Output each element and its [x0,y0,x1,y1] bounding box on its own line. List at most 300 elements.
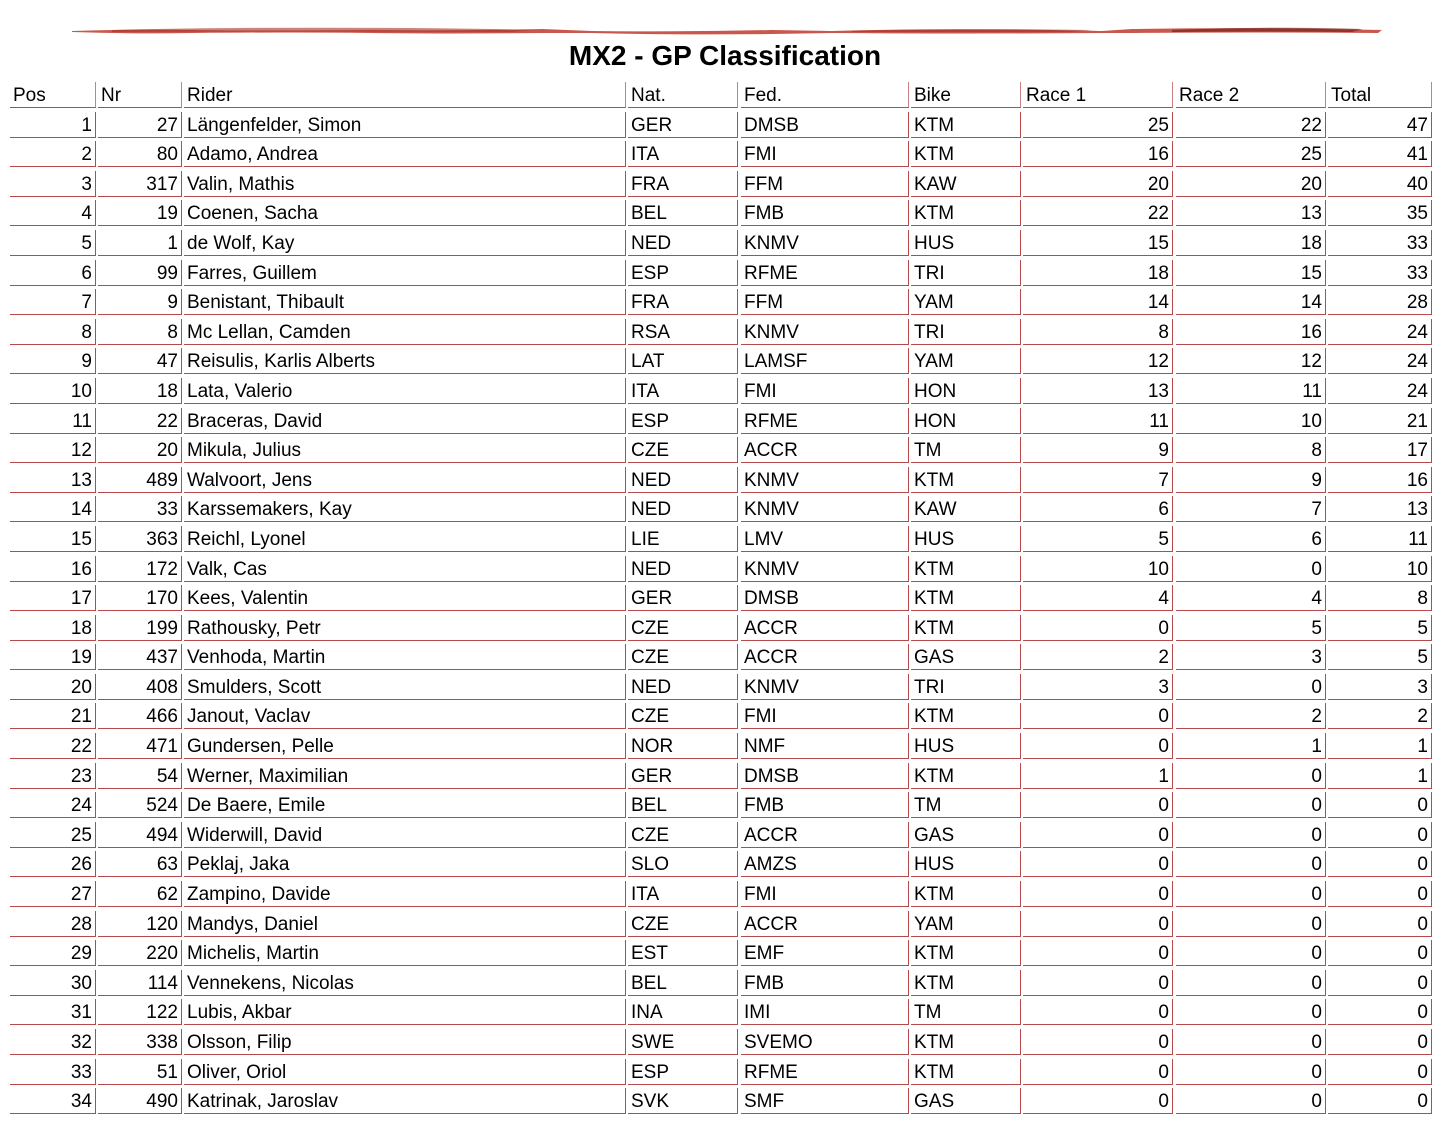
cell-bike: GAS [911,822,1021,848]
cell-bike: HUS [911,733,1021,759]
cell-fed: IMI [741,999,909,1025]
cell-total: 0 [1328,940,1432,966]
table-row [10,585,1432,615]
cell-nat: NED [628,467,738,493]
header-total: Total [1328,82,1432,108]
cell-nat: GER [628,763,738,789]
table-row [10,348,1432,378]
cell-pos: 1 [10,112,96,138]
cell-bike: HON [911,408,1021,434]
table-row [10,644,1432,674]
cell-bike: YAM [911,348,1021,374]
cell-total: 0 [1328,881,1432,907]
cell-nr: 114 [98,970,182,996]
cell-race-1: 0 [1023,792,1173,818]
cell-fed: RFME [741,260,909,286]
cell-pos: 31 [10,999,96,1025]
cell-pos: 25 [10,822,96,848]
cell-rider: Olsson, Filip [184,1029,626,1055]
cell-nat: ITA [628,378,738,404]
cell-rider: Reisulis, Karlis Alberts [184,348,626,374]
cell-race-1: 15 [1023,230,1173,256]
cell-race-2: 11 [1176,378,1326,404]
cell-rider: Adamo, Andrea [184,141,626,167]
cell-nat: LAT [628,348,738,374]
cell-pos: 4 [10,200,96,226]
cell-total: 24 [1328,319,1432,345]
cell-pos: 22 [10,733,96,759]
cell-nat: RSA [628,319,738,345]
cell-race-1: 0 [1023,822,1173,848]
cell-nr: 27 [98,112,182,138]
cell-total: 0 [1328,999,1432,1025]
cell-pos: 3 [10,171,96,197]
table-row [10,733,1432,763]
cell-total: 1 [1328,733,1432,759]
cell-fed: FFM [741,289,909,315]
cell-race-1: 1 [1023,763,1173,789]
cell-nat: SVK [628,1088,738,1114]
cell-bike: HON [911,378,1021,404]
cell-race-1: 11 [1023,408,1173,434]
cell-race-1: 25 [1023,112,1173,138]
cell-rider: Karssemakers, Kay [184,496,626,522]
header-nat: Nat. [628,82,738,108]
cell-race-2: 0 [1176,1059,1326,1085]
cell-nr: 170 [98,585,182,611]
cell-bike: KTM [911,970,1021,996]
cell-rider: Katrinak, Jaroslav [184,1088,626,1114]
cell-rider: Janout, Vaclav [184,703,626,729]
cell-pos: 12 [10,437,96,463]
cell-race-2: 13 [1176,200,1326,226]
cell-rider: Walvoort, Jens [184,467,626,493]
cell-nat: CZE [628,822,738,848]
cell-fed: FMI [741,141,909,167]
cell-nat: BEL [628,200,738,226]
cell-race-1: 0 [1023,851,1173,877]
cell-total: 35 [1328,200,1432,226]
table-row [10,230,1432,260]
cell-bike: KTM [911,1029,1021,1055]
table-row [10,1059,1432,1089]
cell-race-1: 22 [1023,200,1173,226]
cell-rider: Braceras, David [184,408,626,434]
cell-pos: 10 [10,378,96,404]
cell-race-2: 0 [1176,763,1326,789]
cell-fed: DMSB [741,585,909,611]
cell-nr: 51 [98,1059,182,1085]
cell-nat: EST [628,940,738,966]
cell-nr: 8 [98,319,182,345]
cell-pos: 28 [10,911,96,937]
cell-total: 24 [1328,378,1432,404]
cell-race-2: 0 [1176,1029,1326,1055]
cell-fed: KNMV [741,319,909,345]
cell-rider: Venhoda, Martin [184,644,626,670]
cell-fed: KNMV [741,496,909,522]
cell-nat: FRA [628,171,738,197]
cell-total: 21 [1328,408,1432,434]
cell-rider: Mikula, Julius [184,437,626,463]
cell-nr: 338 [98,1029,182,1055]
cell-nat: INA [628,999,738,1025]
cell-total: 24 [1328,348,1432,374]
brush-stroke-decoration [72,22,1384,38]
cell-race-1: 10 [1023,556,1173,582]
cell-race-2: 8 [1176,437,1326,463]
cell-nr: 1 [98,230,182,256]
cell-fed: SVEMO [741,1029,909,1055]
cell-pos: 27 [10,881,96,907]
cell-race-2: 4 [1176,585,1326,611]
cell-nr: 524 [98,792,182,818]
cell-nr: 62 [98,881,182,907]
cell-race-2: 20 [1176,171,1326,197]
cell-fed: ACCR [741,437,909,463]
cell-fed: KNMV [741,467,909,493]
cell-nr: 494 [98,822,182,848]
cell-nat: ESP [628,260,738,286]
table-row [10,851,1432,881]
table-row [10,260,1432,290]
cell-total: 17 [1328,437,1432,463]
cell-total: 0 [1328,911,1432,937]
cell-rider: Peklaj, Jaka [184,851,626,877]
cell-fed: AMZS [741,851,909,877]
table-row [10,171,1432,201]
cell-fed: KNMV [741,230,909,256]
table-header-row [10,82,1432,112]
classification-table [10,82,1432,1118]
cell-rider: Michelis, Martin [184,940,626,966]
cell-total: 13 [1328,496,1432,522]
table-row [10,289,1432,319]
cell-bike: KTM [911,141,1021,167]
table-row [10,437,1432,467]
cell-nat: NED [628,556,738,582]
cell-total: 0 [1328,970,1432,996]
cell-nr: 33 [98,496,182,522]
cell-bike: KTM [911,200,1021,226]
cell-pos: 7 [10,289,96,315]
cell-total: 10 [1328,556,1432,582]
cell-bike: YAM [911,911,1021,937]
cell-race-1: 5 [1023,526,1173,552]
cell-total: 0 [1328,1029,1432,1055]
table-row [10,378,1432,408]
table-row [10,556,1432,586]
cell-rider: Reichl, Lyonel [184,526,626,552]
cell-fed: LAMSF [741,348,909,374]
cell-bike: TM [911,437,1021,463]
cell-race-1: 0 [1023,615,1173,641]
cell-nat: LIE [628,526,738,552]
table-row [10,674,1432,704]
table-row [10,911,1432,941]
cell-bike: KTM [911,1059,1021,1085]
cell-bike: HUS [911,851,1021,877]
cell-bike: KTM [911,556,1021,582]
cell-bike: KTM [911,585,1021,611]
cell-nat: GER [628,585,738,611]
cell-fed: ACCR [741,822,909,848]
table-row [10,319,1432,349]
cell-nr: 19 [98,200,182,226]
cell-total: 3 [1328,674,1432,700]
cell-pos: 33 [10,1059,96,1085]
cell-rider: Widerwill, David [184,822,626,848]
cell-fed: LMV [741,526,909,552]
cell-pos: 19 [10,644,96,670]
cell-race-2: 14 [1176,289,1326,315]
cell-race-1: 0 [1023,970,1173,996]
table-row [10,792,1432,822]
table-row [10,496,1432,526]
cell-bike: GAS [911,644,1021,670]
cell-rider: Gundersen, Pelle [184,733,626,759]
cell-nr: 199 [98,615,182,641]
header-race-1: Race 1 [1023,82,1173,108]
cell-rider: De Baere, Emile [184,792,626,818]
cell-rider: Farres, Guillem [184,260,626,286]
cell-nat: CZE [628,703,738,729]
cell-nr: 466 [98,703,182,729]
cell-race-1: 13 [1023,378,1173,404]
cell-total: 16 [1328,467,1432,493]
header-pos: Pos [10,82,96,108]
cell-bike: HUS [911,230,1021,256]
cell-nat: SLO [628,851,738,877]
cell-total: 0 [1328,1059,1432,1085]
cell-race-2: 2 [1176,703,1326,729]
cell-pos: 15 [10,526,96,552]
cell-total: 41 [1328,141,1432,167]
cell-race-2: 3 [1176,644,1326,670]
cell-nr: 18 [98,378,182,404]
cell-nr: 47 [98,348,182,374]
cell-pos: 26 [10,851,96,877]
page-title: MX2 - GP Classification [568,40,882,71]
cell-rider: Smulders, Scott [184,674,626,700]
cell-race-1: 0 [1023,940,1173,966]
cell-race-2: 6 [1176,526,1326,552]
cell-race-1: 0 [1023,1059,1173,1085]
table-row [10,408,1432,438]
cell-race-2: 0 [1176,881,1326,907]
cell-pos: 2 [10,141,96,167]
cell-bike: KTM [911,112,1021,138]
header-fed: Fed. [741,82,909,108]
cell-nat: CZE [628,437,738,463]
cell-race-1: 0 [1023,1029,1173,1055]
cell-nr: 122 [98,999,182,1025]
cell-total: 33 [1328,260,1432,286]
cell-pos: 9 [10,348,96,374]
cell-race-2: 0 [1176,1088,1326,1114]
cell-race-2: 0 [1176,851,1326,877]
cell-nat: BEL [628,792,738,818]
table-row [10,940,1432,970]
cell-race-2: 0 [1176,674,1326,700]
table-row [10,1088,1432,1118]
cell-nat: NED [628,230,738,256]
cell-rider: Mc Lellan, Camden [184,319,626,345]
table-row [10,1029,1432,1059]
table-row [10,615,1432,645]
cell-nat: BEL [628,970,738,996]
cell-total: 33 [1328,230,1432,256]
cell-race-1: 18 [1023,260,1173,286]
cell-pos: 20 [10,674,96,700]
cell-rider: Längenfelder, Simon [184,112,626,138]
cell-pos: 30 [10,970,96,996]
cell-bike: KTM [911,467,1021,493]
cell-race-1: 4 [1023,585,1173,611]
cell-nat: ESP [628,1059,738,1085]
cell-nr: 20 [98,437,182,463]
cell-nr: 408 [98,674,182,700]
cell-race-1: 3 [1023,674,1173,700]
table-row [10,141,1432,171]
cell-pos: 29 [10,940,96,966]
cell-race-1: 7 [1023,467,1173,493]
cell-rider: Mandys, Daniel [184,911,626,937]
cell-total: 5 [1328,644,1432,670]
cell-nat: CZE [628,644,738,670]
cell-nat: CZE [628,615,738,641]
cell-total: 47 [1328,112,1432,138]
cell-nr: 22 [98,408,182,434]
cell-nr: 437 [98,644,182,670]
table-row [10,200,1432,230]
cell-rider: Vennekens, Nicolas [184,970,626,996]
cell-pos: 23 [10,763,96,789]
cell-nr: 317 [98,171,182,197]
cell-total: 40 [1328,171,1432,197]
cell-total: 0 [1328,851,1432,877]
cell-fed: FMB [741,792,909,818]
cell-race-2: 12 [1176,348,1326,374]
cell-bike: TM [911,792,1021,818]
cell-fed: FMB [741,970,909,996]
cell-nr: 220 [98,940,182,966]
cell-total: 0 [1328,1088,1432,1114]
cell-race-2: 0 [1176,999,1326,1025]
cell-bike: KTM [911,615,1021,641]
cell-pos: 13 [10,467,96,493]
cell-fed: KNMV [741,556,909,582]
cell-total: 0 [1328,792,1432,818]
cell-race-2: 0 [1176,911,1326,937]
cell-fed: NMF [741,733,909,759]
cell-race-1: 0 [1023,703,1173,729]
cell-race-2: 0 [1176,792,1326,818]
cell-nr: 471 [98,733,182,759]
cell-race-2: 10 [1176,408,1326,434]
cell-fed: EMF [741,940,909,966]
cell-fed: FMI [741,378,909,404]
cell-total: 28 [1328,289,1432,315]
cell-race-1: 0 [1023,1088,1173,1114]
cell-race-2: 0 [1176,822,1326,848]
cell-fed: FMB [741,200,909,226]
cell-fed: ACCR [741,911,909,937]
cell-fed: RFME [741,408,909,434]
cell-total: 2 [1328,703,1432,729]
cell-race-2: 18 [1176,230,1326,256]
table-row [10,881,1432,911]
table-row [10,822,1432,852]
cell-rider: Lubis, Akbar [184,999,626,1025]
cell-rider: Benistant, Thibault [184,289,626,315]
table-row [10,763,1432,793]
cell-bike: HUS [911,526,1021,552]
cell-bike: TRI [911,319,1021,345]
cell-rider: Lata, Valerio [184,378,626,404]
cell-nat: ESP [628,408,738,434]
cell-pos: 17 [10,585,96,611]
cell-bike: KAW [911,171,1021,197]
table-row [10,467,1432,497]
cell-race-1: 0 [1023,999,1173,1025]
cell-race-2: 7 [1176,496,1326,522]
cell-race-1: 9 [1023,437,1173,463]
cell-total: 8 [1328,585,1432,611]
cell-fed: DMSB [741,112,909,138]
cell-race-2: 0 [1176,970,1326,996]
cell-rider: de Wolf, Kay [184,230,626,256]
cell-fed: KNMV [741,674,909,700]
header-nr: Nr [98,82,182,108]
header-bike: Bike [911,82,1021,108]
cell-race-1: 0 [1023,911,1173,937]
cell-race-1: 0 [1023,881,1173,907]
cell-total: 0 [1328,822,1432,848]
table-row [10,112,1432,142]
cell-fed: SMF [741,1088,909,1114]
cell-bike: KTM [911,940,1021,966]
cell-bike: KTM [911,703,1021,729]
table-row [10,703,1432,733]
cell-nat: NED [628,674,738,700]
cell-race-1: 6 [1023,496,1173,522]
cell-total: 11 [1328,526,1432,552]
cell-race-1: 2 [1023,644,1173,670]
cell-race-1: 20 [1023,171,1173,197]
cell-nr: 80 [98,141,182,167]
cell-total: 5 [1328,615,1432,641]
cell-race-2: 5 [1176,615,1326,641]
cell-race-2: 22 [1176,112,1326,138]
cell-race-1: 0 [1023,733,1173,759]
cell-rider: Oliver, Oriol [184,1059,626,1085]
cell-nat: NED [628,496,738,522]
cell-nr: 490 [98,1088,182,1114]
cell-fed: FFM [741,171,909,197]
cell-nr: 9 [98,289,182,315]
cell-total: 1 [1328,763,1432,789]
cell-rider: Valk, Cas [184,556,626,582]
cell-race-2: 9 [1176,467,1326,493]
cell-nat: SWE [628,1029,738,1055]
cell-fed: DMSB [741,763,909,789]
cell-pos: 18 [10,615,96,641]
cell-rider: Valin, Mathis [184,171,626,197]
cell-pos: 16 [10,556,96,582]
table-row [10,999,1432,1029]
cell-nr: 99 [98,260,182,286]
